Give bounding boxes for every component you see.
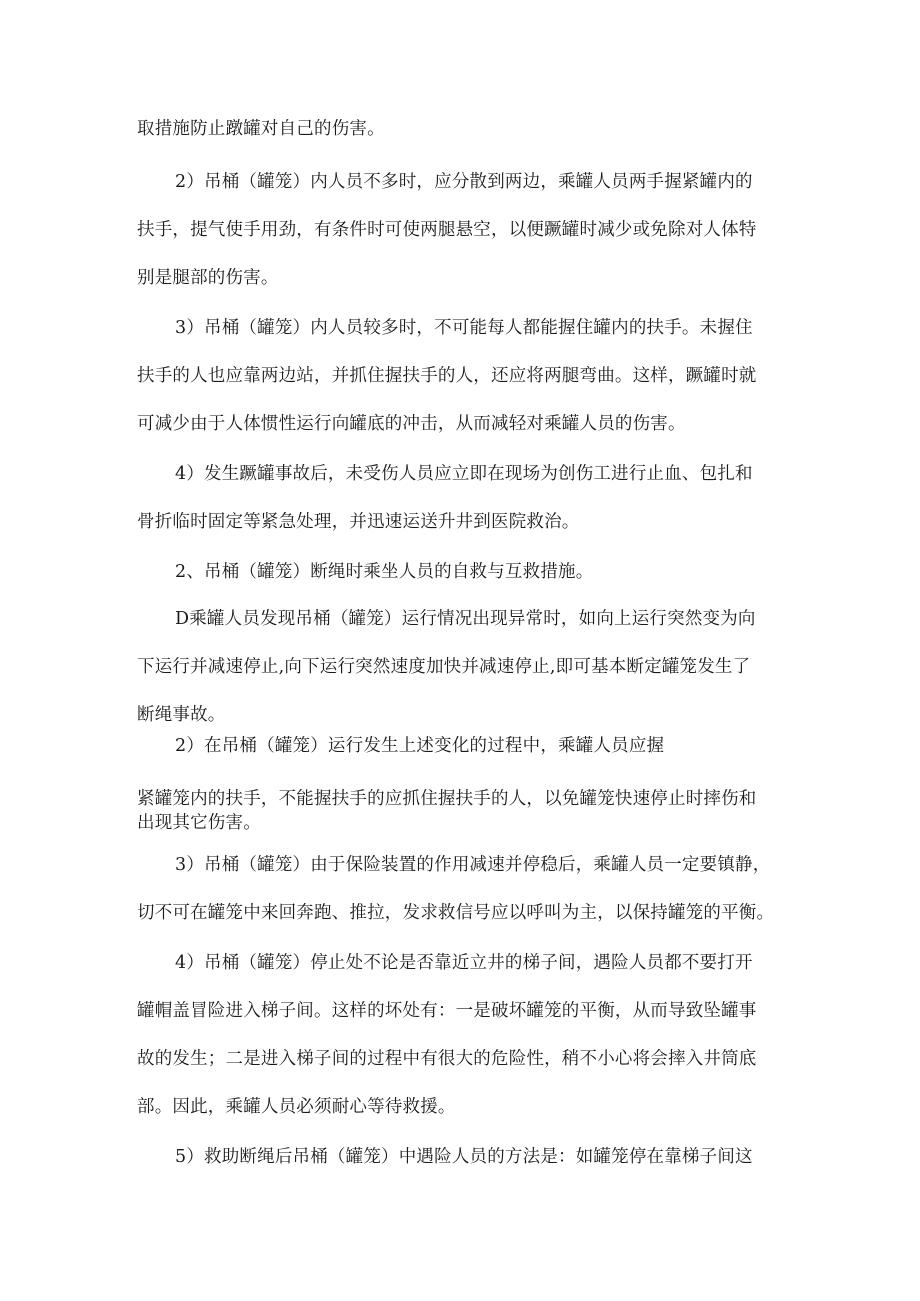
paragraph-line: 5）救助断绳后吊桶（罐笼）中遇险人员的方法是：如罐笼停在靠梯子间这	[175, 1147, 753, 1167]
paragraph-line: 骨折临时固定等紧急处理，并迅速运送升井到医院救治。	[137, 512, 580, 532]
paragraph-line: 切不可在罐笼中来回奔跑、推拉，发求救信号应以呼叫为主，以保持罐笼的平衡。	[137, 903, 775, 923]
paragraph-line: 3）吊桶（罐笼）由于保险装置的作用减速并停稳后，乘罐人员一定要镇静，	[175, 855, 771, 875]
paragraph-line: 4）吊桶（罐笼）停止处不论是否靠近立井的梯子间，遇险人员都不要打开	[175, 953, 753, 973]
paragraph-line: 可减少由于人体惯性运行向罐底的冲击，从而减轻对乘罐人员的伤害。	[137, 414, 686, 434]
paragraph-line: 扶手，提气使手用劲，有条件时可使两腿悬空，以便蹶罐时减少或免除对人体特	[137, 220, 757, 240]
section-heading: 2、吊桶（罐笼）断绳时乘坐人员的自救与互救措施。	[175, 562, 594, 582]
paragraph-line: 断绳事故。	[137, 705, 226, 725]
paragraph-line: 罐帽盖冒险进入梯子间。这样的坏处有：一是破坏罐笼的平衡，从而导致坠罐事	[137, 1001, 757, 1021]
paragraph-line: 2）吊桶（罐笼）内人员不多时，应分散到两边，乘罐人员两手握紧罐内的	[175, 172, 753, 192]
paragraph-line: 别是腿部的伤害。	[137, 268, 279, 288]
paragraph-line: D乘罐人员发现吊桶（罐笼）运行情况出现异常时，如向上运行突然变为向	[175, 609, 756, 629]
paragraph-line: 下运行并减速停止,向下运行突然速度加快并减速停止,即可基本断定罐笼发生了	[137, 657, 751, 677]
paragraph-line: 出现其它伤害。	[137, 813, 261, 833]
paragraph-line: 4）发生蹶罐事故后，未受伤人员应立即在现场为创伤工进行止血、包扎和	[175, 464, 753, 484]
paragraph-line: 扶手的人也应靠两边站，并抓住握扶手的人，还应将两腿弯曲。这样，蹶罐时就	[137, 366, 757, 386]
paragraph-line: 取措施防止蹾罐对自己的伤害。	[137, 119, 385, 139]
paragraph-line: 部。因此，乘罐人员必须耐心等待救援。	[137, 1097, 456, 1117]
paragraph-line: 3）吊桶（罐笼）内人员较多时，不可能每人都能握住罐内的扶手。未握住	[175, 318, 753, 338]
paragraph-line: 2）在吊桶（罐笼）运行发生上述变化的过程中，乘罐人员应握	[175, 736, 665, 756]
paragraph-line: 故的发生；二是进入梯子间的过程中有很大的危险性，稍不小心将会摔入井筒底	[137, 1049, 757, 1069]
paragraph-line: 紧罐笼内的扶手，不能握扶手的应抓住握扶手的人，以免罐笼快速停止时摔伤和	[137, 789, 757, 809]
